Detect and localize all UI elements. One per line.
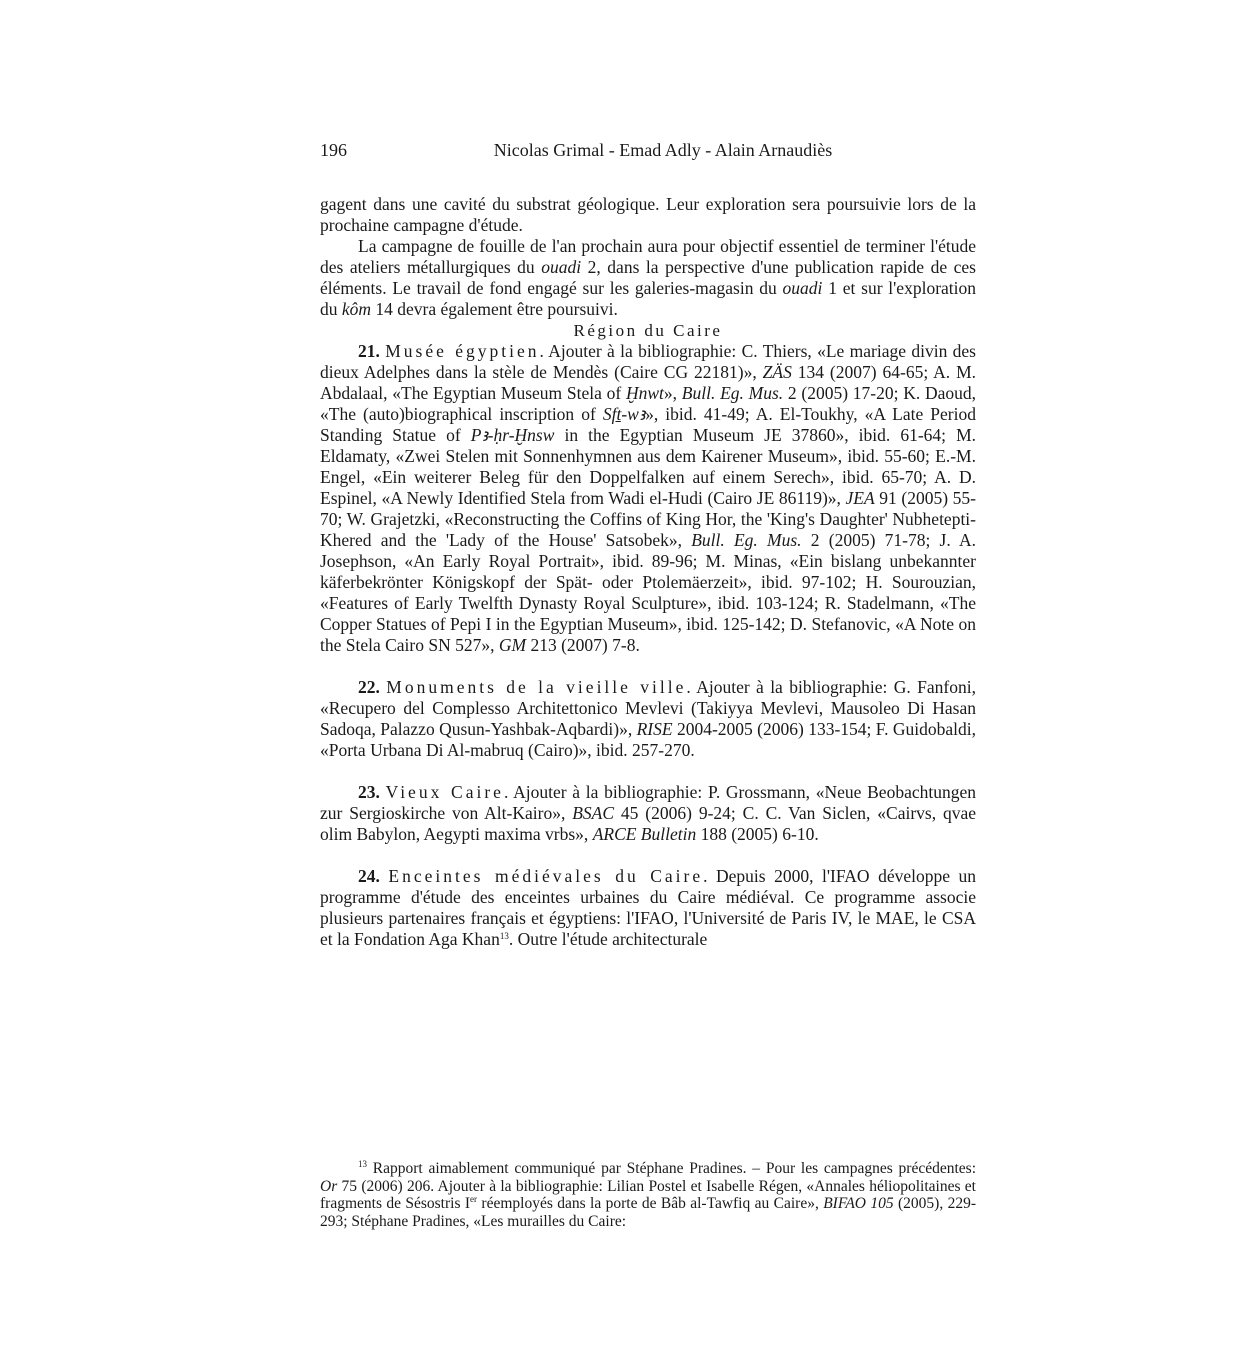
entry-number: 21. — [358, 341, 380, 361]
footnote-13 — [320, 1160, 976, 1230]
italic-term: BSAC — [572, 803, 615, 823]
text-run: 2 (2005) 17-20; K. Daoud, «The (auto)biographical inscription of — [320, 383, 977, 424]
italic-term: Or — [320, 1177, 338, 1195]
italic-term: GM — [498, 635, 527, 655]
italic-term: kôm — [341, 299, 372, 319]
running-head: Nicolas Grimal - Emad Adly - Alain Arnaudiès — [493, 140, 833, 160]
text-run: . Ajouter à la bibliographie: P. Grossmann, «Neue Beobachtungen zur Sergioskirche von Alt-Kairo», — [320, 782, 976, 823]
superscript: er — [470, 1194, 478, 1204]
italic-term: Pꜣ-ḥr-Ḫnsw — [470, 425, 555, 445]
italic-term: Sfṯ-wꜣ — [602, 404, 646, 424]
text-run: », ibid. 41-49; A. El-Toukhy, «A Late Period Standing Statue of — [320, 404, 976, 445]
footnote-marker[interactable]: 13 — [499, 931, 509, 941]
text-run: 134 (2007) 64-65; A. M. Abdalaal, «The Egyptian Museum Stela of — [320, 362, 976, 403]
italic-term: JEA — [845, 488, 875, 508]
text-run: 213 (2007) 7-8. — [526, 635, 640, 655]
section-title: Région du Caire — [573, 321, 723, 340]
text-run: (2005), 229-293; Stéphane Pradines, «Les murailles du Caire: — [320, 1195, 977, 1230]
text-run: . Ajouter à la bibliographie: G. Fanfoni, «Recupero del Complesso Architettonico Mevlevi (Takiyya Mevlevi, Mausoleo Di Hasan Sadoqa, Palazzo Qusun-Yashbak-Aqbardi)», — [320, 677, 976, 739]
entry-number: 23. — [358, 782, 380, 802]
entry-title: Monuments de la vieille ville — [386, 677, 687, 697]
italic-term: Ḫnwt — [625, 383, 664, 403]
paragraph-1 — [320, 194, 976, 236]
text-run: 2, dans la perspective d'une publication rapide de ces éléments. Le travail de fond engagé sur les galeries-magasin du — [320, 257, 976, 298]
text-run: 188 (2005) 6-10. — [696, 824, 819, 844]
entry-22 — [320, 677, 976, 761]
entry-number: 24. — [358, 866, 380, 886]
text-run: La campagne de fouille de l'an prochain aura pour objectif essentiel de terminer l'étude des ateliers métallurgiques du — [320, 236, 976, 277]
footnote-number: 13 — [358, 1159, 367, 1169]
text-run: in the Egyptian Museum JE 37860», ibid. 61-64; M. Eldamaty, «Zwei Stelen mit Sonnenhymnen aus dem Kairener Museum», ibid. 55-60; E.-M. Engel, «Ein weiterer Beleg für den Doppelfalken auf einem Serech», ibid. 65-70; A. D. Espinel, «A Newly Identified Stela from Wadi el-Hudi (Cairo JE 86119)», — [320, 425, 977, 508]
text-run: 1 et sur l'exploration du — [320, 278, 977, 319]
text-run: 91 (2005) 55-70; W. Grajetzki, «Reconstructing the Coffins of King Hor, the 'King's Daughter' Nubhetepti-Khered and the 'Lady of the House' Satsobek», — [320, 488, 976, 550]
italic-term: ZÄS — [762, 362, 792, 382]
italic-term: ouadi — [782, 278, 823, 298]
italic-term: Bull. Eg. Mus. — [691, 530, 802, 550]
text-run: 45 (2006) 9-24; C. C. Van Siclen, «Cairvs, qvae olim Babylon, Aegypti maxima vrbs», — [320, 803, 976, 844]
entry-number: 22. — [358, 677, 380, 697]
text-run: 2004-2005 (2006) 133-154; F. Guidobaldi, «Porta Urbana Di Al-mabruq (Cairo)», ibid. 257-270. — [320, 719, 976, 760]
entry-21 — [320, 341, 976, 656]
italic-term: Bull. Eg. Mus. — [681, 383, 784, 403]
entry-24 — [320, 866, 976, 950]
text-run: . Depuis 2000, l'IFAO développe un programme d'étude des enceintes urbaines du Caire médiéval. Ce programme associe plusieurs partenaires français et égyptiens: l'IFAO, l'Université de Paris IV, le MAE, le CSA et la Fondation Aga Khan — [320, 866, 977, 949]
text-run: 14 devra également être poursuivi. — [371, 299, 618, 319]
entry-title: Vieux Caire — [385, 782, 504, 802]
italic-term: RISE — [636, 719, 673, 739]
page-number: 196 — [320, 140, 347, 160]
italic-term: ARCE Bulletin — [592, 824, 697, 844]
text-run: . Outre l'étude architecturale — [508, 929, 708, 949]
text-run: réemployés dans la porte de Bâb al-Tawfiq au Caire», — [477, 1195, 824, 1212]
entry-title: Musée égyptien — [385, 341, 540, 361]
italic-term: ouadi — [541, 257, 582, 277]
paragraph-2 — [320, 236, 976, 320]
page-header — [320, 140, 976, 166]
page — [320, 140, 976, 950]
text-run: 75 (2006) 206. Ajouter à la bibliographie: Lilian Postel et Isabelle Régen, «Annales héliopolitaines et fragments de Sésostris I — [320, 1177, 976, 1212]
text-run: 2 (2005) 71-78; J. A. Josephson, «An Early Royal Portrait», ibid. 89-96; M. Minas, «Ein bislang unbekannter käferbekrönter Königskopf der Spät- oder Ptolemäerzeit», ibid. 97-102; H. Sourouzian, «Features of Early Twelfth Dynasty Royal Sculpture», ibid. 103-124; R. Stadelmann, «The Copper Statues of Pepi I in the Egyptian Museum», ibid. 125-142; D. Stefanovic, «A Note on the Stela Cairo SN 527», — [320, 530, 977, 655]
text-run: . Ajouter à la bibliographie: C. Thiers, «Le mariage divin des dieux Adelphes dans la stèle de Mendès (Caire CG 22181)», — [320, 341, 976, 382]
text-run: Rapport aimablement communiqué par Stéphane Pradines. – Pour les campagnes précédentes: — [367, 1160, 976, 1177]
text-run: », — [663, 383, 682, 403]
footnote — [320, 1160, 976, 1230]
body-text — [320, 194, 976, 950]
entry-23 — [320, 782, 976, 845]
paragraph-1-text: gagent dans une cavité du substrat géologique. Leur exploration sera poursuivie lors de la prochaine campagne d'étude. — [320, 194, 976, 235]
entry-title: Enceintes médiévales du Caire — [388, 866, 704, 886]
italic-term: BIFAO 105 — [823, 1195, 894, 1212]
